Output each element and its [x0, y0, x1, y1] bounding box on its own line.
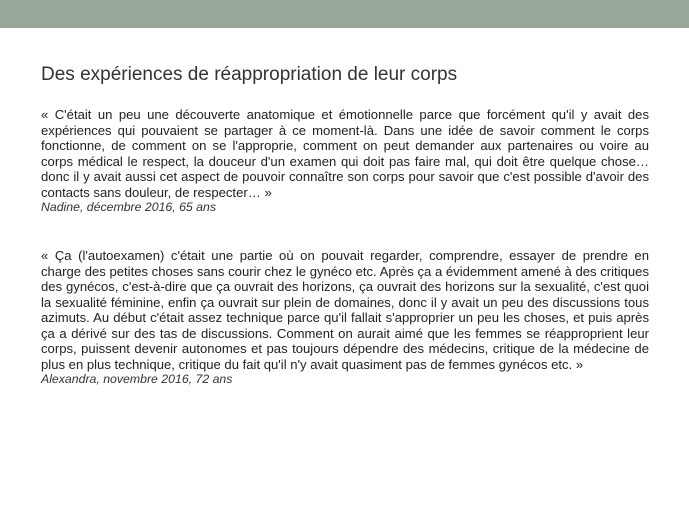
slide-title: Des expériences de réappropriation de leur corps: [41, 64, 458, 85]
quote-text: « C'était un peu une découverte anatomique et émotionnelle parce que forcément qu'il y avait des expériences qui pouvaient se partager à ce moment-là. Dans une idée de savoir comment le corps fonctionne, de comment on se l'approprie, comment on peut demander aux partenaires ou voire au corps médical le respect, la douceur d'un examen qui doit pas faire mal, qui doit être quelque chose… donc il y avait aussi cet aspect de pouvoir connaître son corps pour savoir que c'est possible d'avoir des contacts sans douleur, de respecter… »: [41, 107, 649, 200]
quote-attribution: Nadine, décembre 2016, 65 ans: [41, 200, 217, 214]
quote-attribution: Alexandra, novembre 2016, 72 ans: [41, 372, 233, 386]
quote-block-alexandra: [41, 248, 649, 388]
quote-block-nadine: [41, 107, 649, 216]
quote-text: « Ça (l'autoexamen) c'était une partie où on pouvait regarder, comprendre, essayer de prendre en charge des petites choses sans courir chez le gynéco etc. Après ça a évidemment amené à des critiques des gynécos, c'est-à-dire que ça ouvrait des horizons, ça ouvrait des horizons sur la sexualité, c'est quoi la sexualité féminine, enfin ça ouvrait sur plein de domaines, donc il y avait un peu des discussions tous azimuts. Au début c'était assez technique parce qu'il fallait s'approprier un peu les choses, et puis après ça a dérivé sur des tas de discussions. Comment on aurait aimé que les femmes se réapproprient leur corps, puissent devenir autonomes et pas toujours dépendre des médecins, critique de la médecine de plus en plus technique, critique du fait qu'il n'y avait quasiment pas de femmes gynécos etc. »: [41, 248, 649, 372]
slide-header-bar: [0, 0, 689, 28]
